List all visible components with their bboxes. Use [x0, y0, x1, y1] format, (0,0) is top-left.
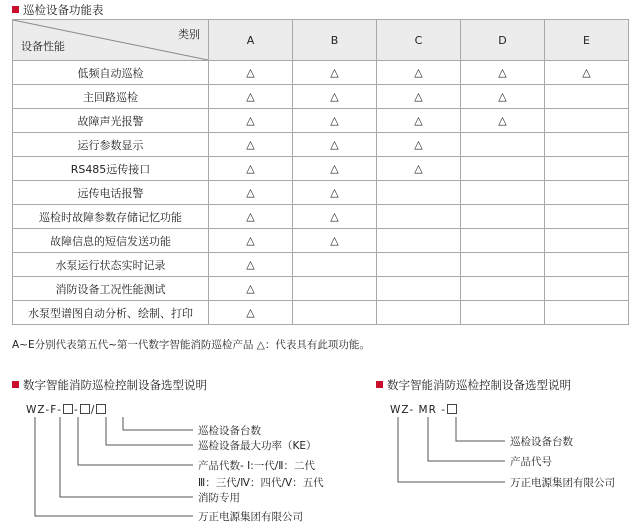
mark-cell: △ [209, 277, 293, 301]
feature-cell: 故障信息的短信发送功能 [13, 229, 209, 253]
legend-note: A~E分别代表第五代~第一代数字智能消防巡检产品 △：代表具有此项功能。 [12, 339, 370, 351]
mark-cell: △ [293, 205, 377, 229]
mark-cell: △ [545, 61, 629, 85]
mark-cell: △ [209, 109, 293, 133]
feature-cell: 主回路巡检 [13, 85, 209, 109]
column-header-c: C [377, 20, 461, 61]
right-diagram-title-text: 数字智能消防巡检控制设备选型说明 [387, 378, 571, 392]
feature-cell: 低频自动巡检 [13, 61, 209, 85]
right-code-part-wz: WZ [390, 404, 410, 416]
right-code-part-mr: - MR - [409, 404, 446, 416]
column-header-e: E [545, 20, 629, 61]
right-label-company: 万正电源集团有限公司 [510, 477, 615, 489]
left-code-part-f: F- [50, 404, 63, 416]
feature-cell: 故障声光报警 [13, 109, 209, 133]
mark-cell: △ [377, 85, 461, 109]
left-label-generation-2: Ⅲ：三代/Ⅳ：四代/Ⅴ：五代 [198, 477, 324, 489]
mark-cell: △ [293, 109, 377, 133]
feature-cell: RS485远传接口 [13, 157, 209, 181]
feature-cell: 水泵运行状态实时记录 [13, 253, 209, 277]
left-code-part-slash: / [90, 404, 96, 416]
mark-cell: △ [209, 253, 293, 277]
mark-cell: △ [461, 109, 545, 133]
left-diagram-title-text: 数字智能消防巡检控制设备选型说明 [23, 378, 207, 392]
feature-cell: 消防设备工况性能测试 [13, 277, 209, 301]
mark-cell: △ [209, 181, 293, 205]
left-code-part-wz: WZ- [26, 404, 51, 416]
left-label-company: 万正电源集团有限公司 [198, 511, 303, 523]
header-category-label: 类别 [178, 28, 200, 41]
right-label-device-count: 巡检设备台数 [510, 436, 573, 448]
mark-cell: △ [377, 109, 461, 133]
mark-cell: △ [377, 61, 461, 85]
table-title-text: 巡检设备功能表 [23, 3, 104, 17]
mark-cell: △ [209, 229, 293, 253]
left-label-generation-1: 产品代数- Ⅰ:一代/Ⅱ：二代 [198, 460, 315, 472]
header-performance-label: 设备性能 [21, 40, 65, 53]
column-header-b: B [293, 20, 377, 61]
mark-cell: △ [209, 133, 293, 157]
mark-cell: △ [461, 85, 545, 109]
column-header-a: A [209, 20, 293, 61]
mark-cell: △ [461, 61, 545, 85]
mark-cell: △ [209, 157, 293, 181]
feature-cell: 巡检时故障参数存储记忆功能 [13, 205, 209, 229]
feature-cell: 水泵型谱图自动分析、绘制、打印 [13, 301, 209, 325]
mark-cell: △ [377, 133, 461, 157]
mark-cell: △ [209, 61, 293, 85]
column-header-d: D [461, 20, 545, 61]
mark-cell: △ [293, 85, 377, 109]
mark-cell: △ [209, 205, 293, 229]
mark-cell: △ [377, 157, 461, 181]
mark-cell: △ [293, 181, 377, 205]
right-label-product-code: 产品代号 [510, 456, 552, 468]
left-code-part-dash: - [74, 404, 79, 416]
feature-cell: 运行参数显示 [13, 133, 209, 157]
left-label-device-count: 巡检设备台数 [198, 425, 261, 437]
left-label-fire-use: 消防专用 [198, 492, 240, 504]
mark-cell: △ [293, 157, 377, 181]
mark-cell: △ [293, 133, 377, 157]
left-label-max-power: 巡检设备最大功率（KE） [198, 440, 317, 452]
mark-cell: △ [209, 301, 293, 325]
feature-cell: 远传电话报警 [13, 181, 209, 205]
mark-cell: △ [209, 85, 293, 109]
mark-cell: △ [293, 61, 377, 85]
mark-cell: △ [293, 229, 377, 253]
